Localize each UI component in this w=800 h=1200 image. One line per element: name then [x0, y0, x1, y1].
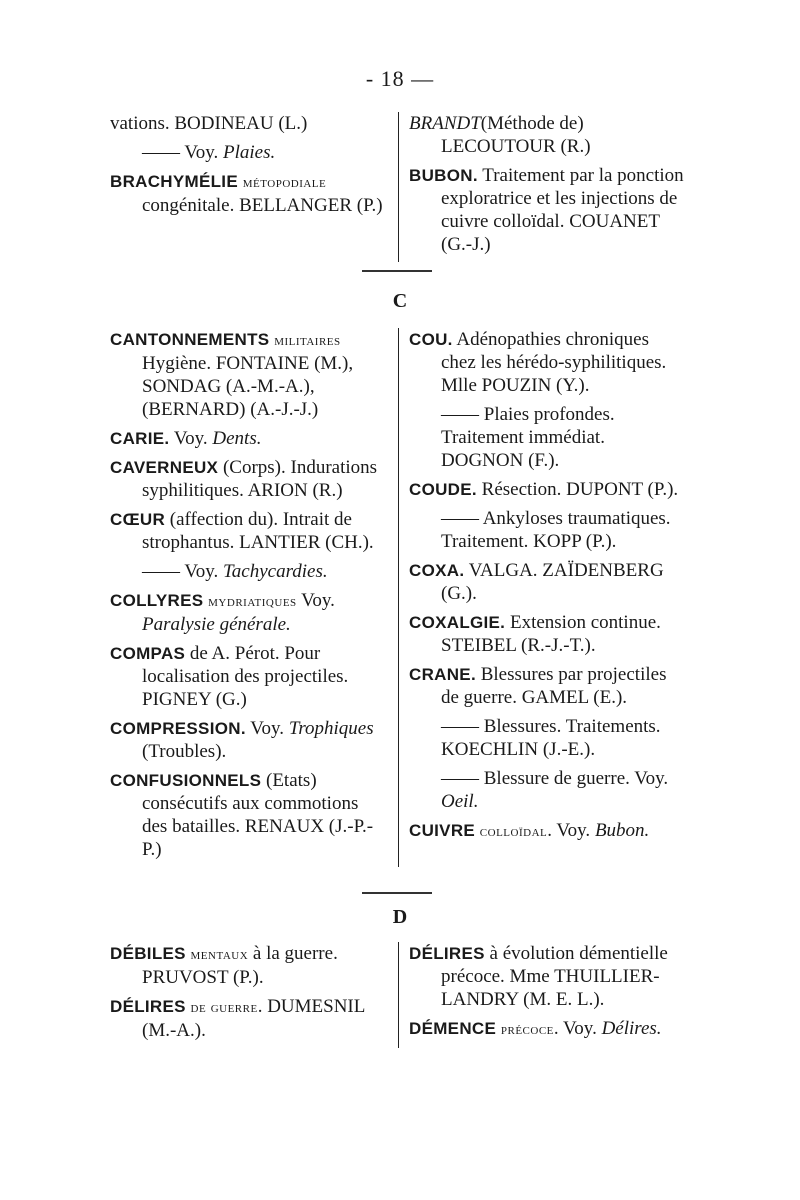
entry-text: de A. Pérot. Pour localisation des projectiles. PIGNEY (G.) — [142, 643, 349, 710]
d-right-column — [399, 942, 688, 1048]
entry-keyword: COXALGIE. — [409, 613, 506, 632]
entry-text: Plaies profondes. Traitement immédiat. DOGNON (F.). — [441, 404, 615, 471]
index-entry — [110, 427, 388, 450]
entry-text: (Etats) consécutifs aux commotions des batailles. RENAUX (J.-P.-P.) — [142, 770, 374, 860]
continuation-dash: —— — [142, 561, 185, 582]
entry-text: à la guerre. PRUVOST (P.). — [142, 943, 338, 988]
entry-text: Blessures par projectiles de guerre. GAMEL (E.). — [441, 664, 667, 708]
index-entry — [409, 663, 688, 709]
entry-keyword: COUDE. — [409, 480, 477, 499]
entry-italic: Dents. — [212, 428, 262, 449]
entry-keyword: COMPRESSION. — [110, 719, 246, 738]
index-entry — [409, 478, 688, 501]
entry-italic: Tachycardies. — [222, 561, 328, 582]
entry-keyword: CŒUR — [110, 510, 166, 529]
entry-text: Ankyloses traumatiques. Traitement. KOPP (P.). — [441, 508, 671, 552]
entry-italic: Délires. — [601, 1018, 662, 1039]
continuation-dash: —— — [441, 716, 484, 737]
index-entry — [409, 164, 688, 256]
section-letter-d: D — [392, 906, 408, 928]
index-entry — [110, 141, 388, 164]
index-entry — [110, 589, 388, 636]
section-c — [110, 328, 690, 867]
continuation-dash: —— — [441, 508, 483, 529]
index-entry — [110, 508, 388, 554]
entry-keyword: CANTONNEMENTS — [110, 330, 270, 349]
entry-text: Voy. — [173, 428, 213, 449]
entry-keyword: BRACHYMÉLIE — [110, 172, 238, 191]
index-entry — [409, 942, 688, 1011]
entry-qualifier: de guerre — [190, 999, 258, 1016]
entry-text: Hygiène. FONTAINE (M.), SONDAG (A.-M.-A.), (BERNARD) (A.-J.-J.) — [142, 353, 354, 420]
entry-text: Voy. — [301, 590, 335, 611]
entry-text: VALGA. ZAÏDENBERG (G.). — [441, 560, 664, 604]
entry-italic: BRANDT — [409, 113, 481, 134]
index-entry — [110, 642, 388, 711]
entry-text: Voy. — [184, 561, 223, 582]
entry-keyword: COLLYRES — [110, 591, 204, 610]
continuation-dash: —— — [441, 768, 484, 789]
entry-qualifier: colloïdal — [479, 823, 548, 840]
entry-keyword: COXA. — [409, 561, 465, 580]
index-entry — [409, 1017, 688, 1041]
top-section — [110, 112, 690, 262]
entry-text: (Corps). Indurations syphilitiques. ARION (R.) — [142, 457, 378, 501]
entry-keyword: COMPAS — [110, 644, 186, 663]
c-right-column — [399, 328, 688, 867]
index-entry — [409, 819, 688, 843]
entry-keyword: CRANE. — [409, 665, 476, 684]
index-entry — [110, 717, 388, 763]
entry-keyword: BUBON. — [409, 166, 478, 185]
entry-italic: Plaies. — [222, 142, 276, 163]
index-entry — [110, 170, 388, 217]
index-entry — [409, 403, 688, 472]
entry-text: (Méthode de) LECOUTOUR (R.) — [441, 113, 591, 157]
index-entry — [409, 507, 688, 553]
continuation-dash: —— — [142, 142, 185, 163]
index-entry — [110, 328, 388, 421]
entry-qualifier: militaires — [274, 332, 341, 349]
entry-text: Voy. — [250, 718, 289, 739]
entry-italic: Oeil. — [441, 791, 479, 812]
entry-text: Blessure de guerre. Voy. — [483, 768, 669, 789]
entry-text: Blessures. Traitements. KOECHLIN (J.-E.). — [441, 716, 661, 760]
entry-keyword: COU. — [409, 330, 453, 349]
entry-qualifier: métopodiale — [242, 174, 327, 191]
index-entry — [110, 112, 388, 135]
entry-text: vations. BODINEAU (L.) — [110, 113, 308, 134]
entry-text: congénitale. BELLANGER (P.) — [142, 195, 383, 216]
entry-text: (affection du). Intrait de strophantus. LANTIER (CH.). — [142, 509, 374, 553]
c-left-column — [110, 328, 399, 867]
index-entry — [110, 560, 388, 583]
index-entry — [409, 767, 688, 813]
entry-keyword: DÉMENCE — [409, 1019, 497, 1038]
index-entry — [110, 942, 388, 989]
section-letter-c: C — [392, 290, 408, 312]
top-right-column — [399, 112, 688, 262]
section-divider — [362, 270, 432, 272]
entry-keyword: CONFUSIONNELS — [110, 771, 262, 790]
entry-italic: Bubon. — [594, 820, 650, 841]
entry-keyword: DÉBILES — [110, 944, 186, 963]
entry-text: Adénopathies chroniques chez les hérédo-syphilitiques. Mlle POUZIN (Y.). — [441, 329, 667, 396]
index-entry — [110, 995, 388, 1042]
index-entry — [110, 769, 388, 861]
entry-keyword: CAVERNEUX — [110, 458, 219, 477]
entry-italic: Trophiques — [288, 718, 374, 739]
entry-keyword: CARIE. — [110, 429, 170, 448]
section-d — [110, 942, 690, 1048]
top-left-column — [110, 112, 399, 262]
index-entry — [409, 715, 688, 761]
index-entry — [110, 456, 388, 502]
index-entry — [409, 328, 688, 397]
index-entry — [409, 559, 688, 605]
entry-text: Traitement par la ponction exploratrice et les injections de cuivre colloïdal. COUANET (G.-J.) — [441, 165, 684, 255]
entry-text: . Voy. — [547, 820, 595, 841]
continuation-dash: —— — [441, 404, 484, 425]
index-entry — [409, 611, 688, 657]
entry-keyword: DÉLIRES — [110, 997, 186, 1016]
entry-text: à évolution démentielle précoce. Mme THUILLIER-LANDRY (M. E. L.). — [441, 943, 668, 1010]
entry-italic: Paralysie générale. — [142, 614, 291, 635]
entry-text: . Voy. — [553, 1018, 602, 1039]
entry-keyword: DÉLIRES — [409, 944, 485, 963]
index-entry — [409, 112, 688, 158]
page-number: - 18 — — [365, 66, 435, 91]
entry-text: Extension continue. STEIBEL (R.-J.-T.). — [441, 612, 661, 656]
section-divider — [362, 892, 432, 894]
entry-text: Résection. DUPONT (P.). — [481, 479, 679, 500]
d-left-column — [110, 942, 399, 1048]
entry-qualifier: mentaux — [190, 946, 249, 963]
entry-text: Voy. — [184, 142, 223, 163]
entry-text: . DUMESNIL (M.-A.). — [142, 996, 365, 1041]
entry-qualifier: précoce — [500, 1021, 554, 1038]
entry-qualifier: mydriatiques — [208, 593, 297, 610]
entry-text: (Troubles). — [142, 741, 227, 762]
entry-keyword: CUIVRE — [409, 821, 476, 840]
